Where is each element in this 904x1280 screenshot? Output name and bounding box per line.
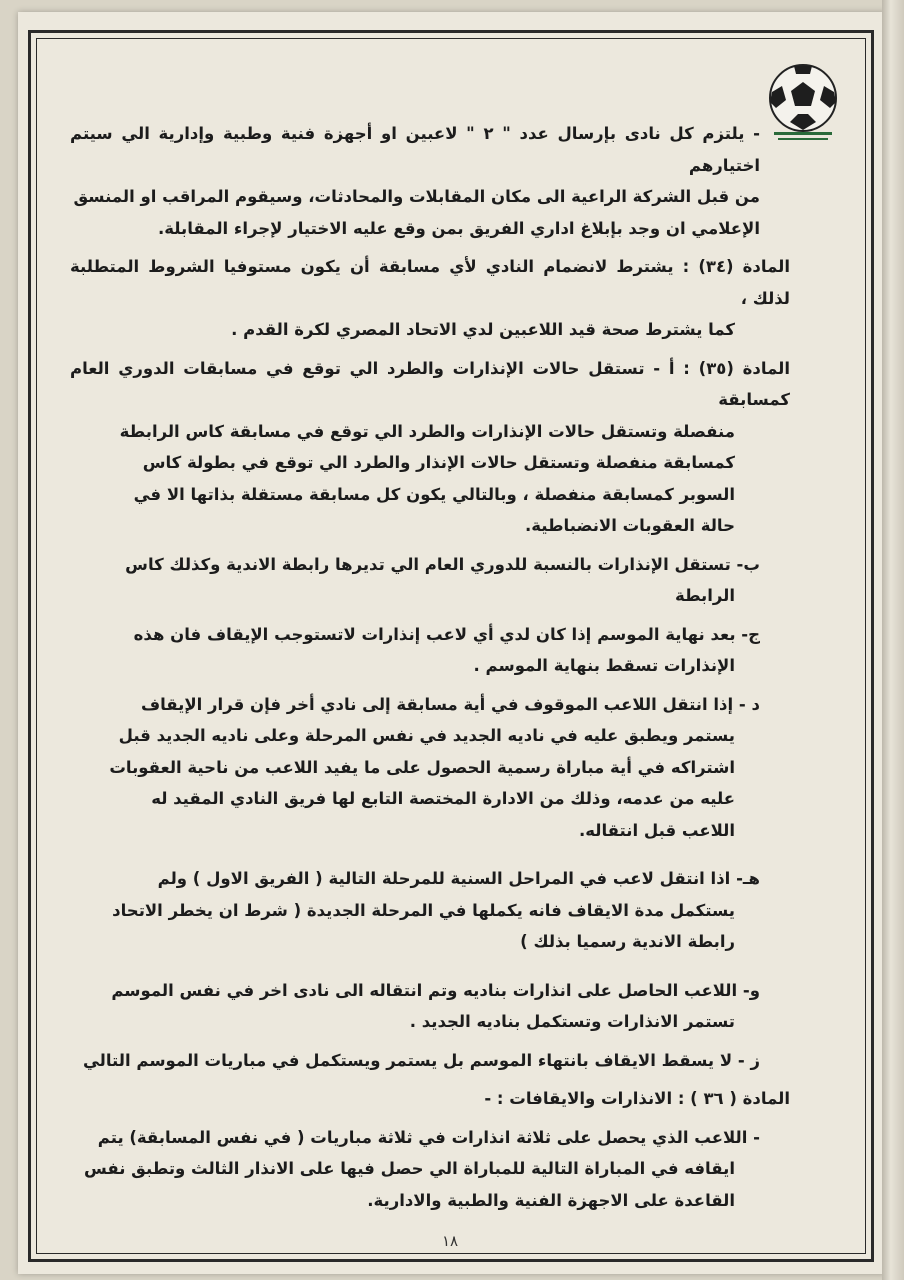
article-35-a-line5: حالة العقوبات الانضباطية. (524, 516, 735, 535)
article-35-e-line1: هـ- اذا انتقل لاعب في المراحل السنية للمرحلة التالية ( الفريق الاول ) ولم (157, 869, 760, 888)
paragraph-33-line2: من قبل الشركة الراعية الى مكان المقابلات والمحادثات، وسيقوم المراقب او المنسق (73, 187, 760, 206)
article-35-c-line1: ج- بعد نهاية الموسم إذا كان لدي أي لاعب إنذارات لاتستوجب الإيقاف فان هذه (133, 624, 760, 644)
article-36-heading: المادة ( ٣٦ ) : الانذارات والايقافات : - (484, 1089, 790, 1108)
article-36-line3: القاعدة على الاجهزة الفنية والطبية والادارية. (367, 1190, 735, 1210)
article-35-b-line2: الرابطة (674, 586, 735, 605)
article-34-heading: المادة (٣٤) : يشترط لانضمام النادي لأي مسابقة أن يكون مستوفيا الشروط المتطلبة لذلك ، (70, 257, 790, 308)
article-35-e-line3: رابطة الاندية رسميا بذلك ) (520, 932, 735, 951)
article-35-d-line1: د - إذا انتقل اللاعب الموقوف في أية مسابقة إلى نادي أخر فإن قرار الإيقاف (140, 694, 760, 714)
article-35-a-line4: السوبر كمسابقة منفصلة ، وبالتالي يكون كل مسابقة مستقلة بذاتها الا في (133, 484, 735, 504)
article-35-d-line3: اشتراكه في أية مباراة رسمية الحصول على ما يفيد اللاعب من ناحية العقوبات (109, 757, 735, 777)
article-35-g-line1: ز - لا يسقط الايقاف بانتهاء الموسم بل يستمر ويستكمل في مباريات الموسم التالي (82, 1050, 760, 1070)
article-34-line2: كما يشترط صحة قيد اللاعبين لدي الاتحاد المصري لكرة القدم . (231, 320, 735, 339)
article-35-a-line3: كمسابقة منفصلة وتستقل حالات الإنذار والطرد الي توقع في بطولة كاس (142, 453, 735, 472)
article-35-d-line5: اللاعب قبل انتقاله. (578, 820, 735, 840)
article-35-d-line4: عليه من عدمه، وذلك من الادارة المختصة التابع لها فريق النادي المقيد له (151, 789, 735, 808)
paragraph-33-line1: - يلتزم كل نادى بإرسال عدد " ٢ " لاعبين او أجهزة فنية وطبية وإدارية الي سيتم اختيارهم (70, 124, 760, 175)
article-35-heading: المادة (٣٥) : أ - تستقل حالات الإنذارات والطرد الي توقع في مسابقات الدوري العام كمسابقة (70, 358, 790, 409)
article-35-b-line1: ب- تستقل الإنذارات بالنسبة للدوري العام الي تديرها رابطة الاندية وكذلك كاس (125, 554, 760, 574)
article-35-f-line1: و- اللاعب الحاصل على انذارات بناديه وتم انتقاله الى نادى اخر في نفس الموسم (111, 980, 760, 1000)
article-35-f-line2: تستمر الانذارات وتستكمل بناديه الجديد . (409, 1012, 735, 1031)
article-36-line2: ايقافه في المباراة التالية للمباراة الي حصل فيها على الانذار الثالث وتطبق نفس (84, 1159, 735, 1178)
article-35-e-line2: يستكمل مدة الايقاف فانه يكملها في المرحلة الجديدة ( شرط ان يخطر الاتحاد (112, 900, 735, 920)
page-number: ١٨ (441, 1232, 459, 1250)
document-body (70, 118, 790, 1216)
article-35-c-line2: الإنذارات تسقط بنهاية الموسم . (473, 656, 735, 675)
article-35-a-line2: منفصلة وتستقل حالات الإنذارات والطرد الي توقع في مسابقة كاس الرابطة (119, 421, 735, 441)
paragraph-33-line3: الإعلامي ان وجد بإبلاغ اداري الفريق بمن وقع عليه الاختيار لإجراء المقابلة. (157, 218, 760, 238)
binder-edge (882, 0, 904, 1280)
article-35-d-line2: يستمر ويطبق عليه في ناديه الجديد في نفس المرحلة وعلى ناديه الجديد قبل (118, 726, 735, 745)
article-36-line1: - اللاعب الذي يحصل على ثلاثة انذارات في ثلاثة مباريات ( في نفس المسابقة) يتم (97, 1127, 760, 1147)
